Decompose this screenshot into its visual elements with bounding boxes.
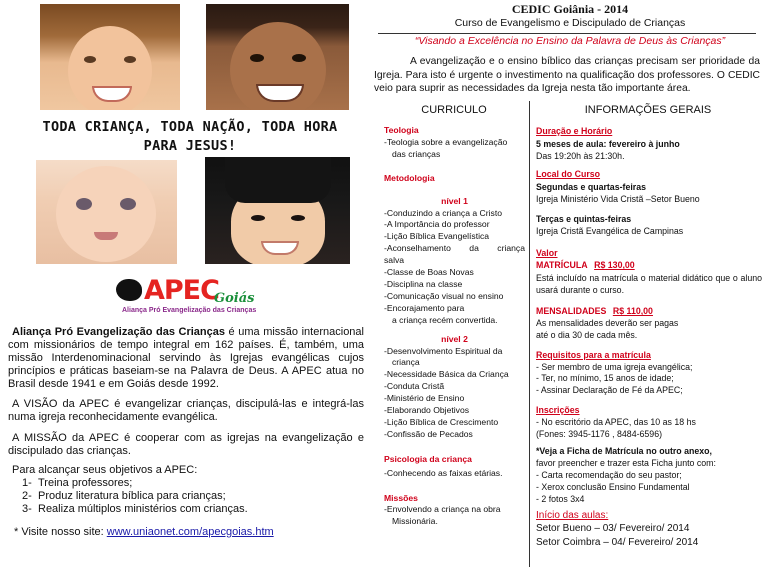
list-item: -Disciplina na classe xyxy=(384,278,463,289)
list-item: -Conhecendo as faixas etárias. xyxy=(384,467,503,478)
mensalidades-text-1: As mensalidades deverão ser pagas xyxy=(536,317,679,328)
header-rule xyxy=(378,33,756,34)
list-item: - Carta recomendação do seu pastor; xyxy=(536,469,682,480)
duracao-months: 5 meses de aula: fevereiro à junho xyxy=(536,138,680,149)
logo-tagline: Aliança Pró Evangelização das Crianças xyxy=(122,307,257,314)
photo-girl-smiling xyxy=(40,4,180,110)
paragraph-about: Aliança Pró Evangelização das Crianças é uma missão internacional com missionários de tempo integral em 162 países. É, também, uma missão Interdenominacional servindo às Igrejas evangélicas cujos princípios e práticas baseiam-se na Palavra de Deus. A APEC atua no Brasil desde 1941 e em Goiás desde 1992. xyxy=(8,326,364,390)
curriculo-column xyxy=(384,125,525,528)
list-item: das crianças xyxy=(392,148,441,159)
apec-logo xyxy=(114,275,264,319)
list-item: -Comunicação visual no ensino xyxy=(384,290,504,301)
mensalidades-text-2: até o dia 30 de cada mês. xyxy=(536,329,638,340)
matricula-value: R$ 130,00 xyxy=(594,260,635,271)
slogan-line-2: PARA JESUS! xyxy=(143,138,237,154)
list-item: -Aconselhamento da criança xyxy=(384,243,525,254)
list-item: - Assinar Declaração de Fé da APEC; xyxy=(536,385,683,396)
list-item: - Xerox conclusão Ensino Fundamental xyxy=(536,481,690,492)
matricula-line xyxy=(536,260,762,272)
logo-mark-icon xyxy=(116,279,142,301)
local-1-place: Igreja Ministério Vida Cristã –Setor Bueno xyxy=(536,193,700,204)
site-link[interactable]: www.uniaonet.com/apecgoias.htm xyxy=(106,526,274,538)
apec-name: Aliança Pró Evangelização das Crianças xyxy=(12,326,225,338)
list-item: -Desenvolvimento Espiritual da xyxy=(384,345,503,356)
logo-sub: Goiás xyxy=(214,291,255,306)
list-item: - Ter, no mínimo, 15 anos de idade; xyxy=(536,373,674,384)
slogan-line-1: TODA CRIANÇA, TODA NAÇÃO, TODA HORA xyxy=(42,119,338,135)
intro-paragraph: A evangelização e o ensino bíblico das crianças precisam ser prioridade da Igreja. Para isto é urgente o investimento na qualificação dos professores. O CEDIC veio para suprir as necessidades da Igreja nesta tão importante área. xyxy=(374,56,760,94)
site-line xyxy=(8,526,364,539)
list-item: (Fones: 3945-1176 , 8484-6596) xyxy=(536,429,663,440)
list-item: -Encorajamento para xyxy=(384,302,465,313)
local-2-days: Terças e quintas-feiras xyxy=(536,214,632,225)
inicio-coimbra: Setor Coimbra – 04/ Fevereiro/ 2014 xyxy=(536,537,699,549)
section-duracao: Duração e Horário xyxy=(536,126,613,136)
list-item: -Teologia sobre a evangelização xyxy=(384,136,508,147)
section-inscricoes: Inscrições xyxy=(536,405,580,416)
section-teologia: Teologia xyxy=(384,125,419,135)
inicio-bueno: Setor Bueno – 03/ Fevereiro/ 2014 xyxy=(536,523,690,535)
section-valor: Valor xyxy=(536,248,558,259)
list-item: a criança recém convertida. xyxy=(392,314,498,325)
logo-text: APEC xyxy=(144,275,219,306)
list-item: -Lição Bíblica de Crescimento xyxy=(384,416,499,427)
list-item: -Classe de Boas Novas xyxy=(384,267,474,278)
section-metodologia: Metodologia xyxy=(384,172,435,183)
list-item: -Necessidade Básica da Criança xyxy=(384,369,509,380)
duracao-time: Das 19:20h às 21:30h. xyxy=(536,150,625,161)
list-item: -Conduta Cristã xyxy=(384,381,445,392)
list-item: salva xyxy=(384,255,405,266)
page-title: CEDIC Goiânia - 2014 xyxy=(511,2,629,16)
list-item: 1- Treina professores; xyxy=(22,477,133,489)
list-item: - 2 fotos 3x4 xyxy=(536,493,585,504)
section-local: Local do Curso xyxy=(536,168,601,179)
level-1-title: nível 1 xyxy=(441,195,468,206)
motto: “Visando a Excelência no Ensino da Palavra de Deus às Crianças” xyxy=(414,35,726,47)
list-item: -Elaborando Objetivos xyxy=(384,405,470,416)
mensalidades-line xyxy=(536,306,762,318)
matricula-label: MATRÍCULA xyxy=(536,260,588,271)
paragraph-mission: A MISSÃO da APEC é cooperar com as igrejas na evangelização e discipulado das crianças. xyxy=(8,432,364,457)
photo-boy-smiling xyxy=(206,4,349,110)
paragraph-vision: A VISÃO da APEC é evangelizar crianças, discipulá-las e integrá-las numa igreja reconhecidamente evangélica. xyxy=(8,398,364,423)
list-item: Missionária. xyxy=(392,516,438,527)
photo-asian-girl xyxy=(205,157,350,264)
list-item: -Envolvendo a criança na obra xyxy=(384,504,501,515)
mensalidades-label: MENSALIDADES xyxy=(536,305,607,316)
objectives-intro: Para alcançar seus objetivos a APEC: xyxy=(12,464,198,476)
list-item: 3- Realiza múltiplos ministérios com crianças. xyxy=(22,503,248,515)
local-1-days: Segundas e quartas-feiras xyxy=(536,181,646,192)
apec-description xyxy=(8,326,364,539)
mensalidades-value: R$ 110,00 xyxy=(612,305,653,316)
section-inicio: Início das aulas: xyxy=(536,510,609,522)
list-item: -Ministério de Ensino xyxy=(384,393,465,404)
list-item: -Confissão de Pecados xyxy=(384,428,473,439)
site-label: * Visite nosso site: xyxy=(14,526,104,538)
list-item: - Ser membro de uma igreja evangélica; xyxy=(536,361,693,372)
page-subtitle: Curso de Evangelismo e Discipulado de Crianças xyxy=(454,17,686,29)
ficha-note-rest: favor preencher e trazer esta Ficha junto com: xyxy=(536,457,716,468)
info-column xyxy=(536,126,762,550)
level-2-title: nível 2 xyxy=(441,333,468,344)
objectives-list xyxy=(8,477,364,516)
list-item: - No escritório da APEC, das 10 as 18 hs xyxy=(536,417,696,428)
list-item: -A Importância do professor xyxy=(384,219,490,230)
ficha-note: *Veja a Ficha de Matrícula no outro anexo, xyxy=(536,445,712,456)
matricula-text: Está incluído na matrícula o material didático que o aluno usará durante o curso. xyxy=(536,273,762,295)
list-item: -Lição Bíblica Evangelística xyxy=(384,231,490,242)
local-2-place: Igreja Cristã Evangélica de Campinas xyxy=(536,226,684,237)
list-item: -Conduzindo a criança a Cristo xyxy=(384,207,502,218)
section-requisitos: Requisitos para a matrícula xyxy=(536,349,651,360)
photo-baby xyxy=(36,160,177,264)
list-item: 2- Produz literatura bíblica para crianças; xyxy=(22,490,226,502)
section-missoes: Missões xyxy=(384,492,418,503)
column-header-info: INFORMAÇÕES GERAIS xyxy=(584,104,712,116)
slogan xyxy=(20,118,360,156)
column-header-curriculo: CURRICULO xyxy=(421,104,487,116)
list-item: criança xyxy=(392,357,420,368)
section-psicologia: Psicologia da criança xyxy=(384,453,472,464)
column-divider xyxy=(529,101,530,567)
